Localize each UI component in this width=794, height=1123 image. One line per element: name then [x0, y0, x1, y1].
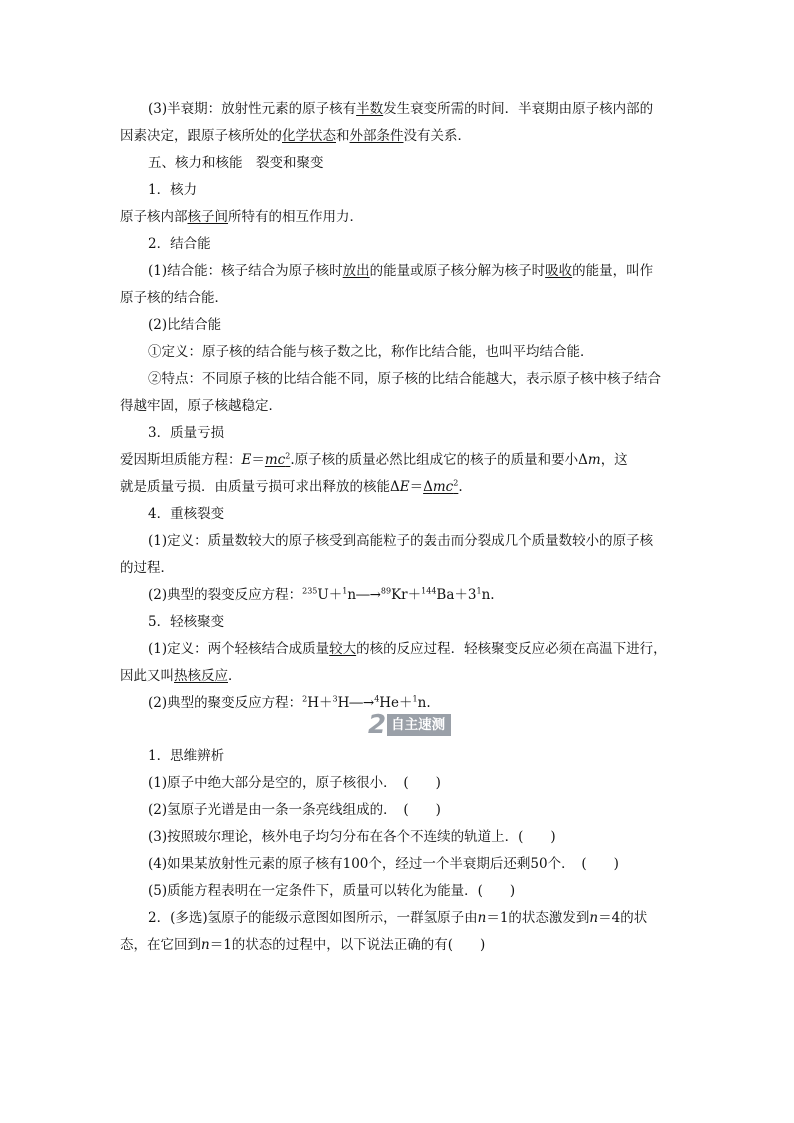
subsection-heading: 4．重核裂变 — [148, 506, 225, 522]
text-line: (1)结合能：核子结合为原子核时放出的能量或原子核分解为核子时吸收的能量，叫作 — [148, 263, 654, 279]
text-line: (1)定义：两个轻核结合成质量较大的核的反应过程．轻核聚变反应必须在高温下进行， — [148, 641, 667, 657]
text-line: 原子核内部核子间所特有的相互作用力． — [120, 209, 363, 225]
question-item: (2)氢原子光谱是由一条一条亮线组成的． ( ) — [148, 802, 441, 818]
question-text: 态，在它回到n＝1的状态的过程中，以下说法正确的有( ) — [120, 937, 486, 953]
question-item: (4)如果某放射性元素的原子核有100个，经过一个半衰期后还剩50个． ( ) — [148, 856, 619, 872]
text-line: (1)定义：质量数较大的原子核受到高能粒子的轰击而分裂成几个质量数较小的原子核 — [148, 533, 654, 549]
text-line: 得越牢固，原子核越稳定． — [120, 398, 282, 414]
question-item: (5)质能方程表明在一定条件下，质量可以转化为能量．( ) — [148, 883, 516, 899]
text-line: (3)半衰期：放射性元素的原子核有半数发生衰变所需的时间．半衰期由原子核内部的 — [148, 101, 654, 117]
fusion-equation: (2)典型的聚变反应方程：$^2$H＋$^3$H―→$^4$He＋$^1$n. — [148, 694, 431, 711]
question-item: (1)原子中绝大部分是空的，原子核很小． ( ) — [148, 775, 441, 791]
badge-label: 自主速测 — [387, 714, 451, 736]
question-text: 2．(多选)氢原子的能级示意图如图所示，一群氢原子由n＝1的状态激发到n＝4的状 — [148, 910, 648, 926]
text-line: (2)比结合能 — [148, 317, 222, 333]
question-item: (3)按照玻尔理论，核外电子均匀分布在各个不连续的轨道上．( ) — [148, 829, 556, 845]
subsection-heading: 1．核力 — [148, 182, 198, 198]
text-line: 爱因斯坦质能方程：$E=mc^2$.原子核的质量必然比组成它的核子的质量和要小Δm，这 — [120, 451, 628, 468]
subsection-heading: 2．结合能 — [148, 236, 211, 252]
subsection-heading: 5．轻核聚变 — [148, 614, 225, 630]
text-line: 原子核的结合能． — [120, 290, 228, 306]
text-line: 因素决定，跟原子核所处的化学状态和外部条件没有关系． — [120, 128, 471, 144]
text-line: 就是质量亏损．由质量亏损可求出释放的核能ΔE＝Δmc$^2$. — [120, 478, 463, 495]
text-line: 因此又叫热核反应． — [120, 668, 242, 684]
fission-equation: (2)典型的裂变反应方程：$^{235}U+^1n―\to^{89}Kr+^{144}Ba+3^1n$. — [148, 586, 495, 603]
section-badge — [368, 712, 451, 738]
subsection-heading: 3．质量亏损 — [148, 425, 225, 441]
text-line: ②特点：不同原子核的比结合能不同，原子核的比结合能越大，表示原子核中核子结合 — [148, 371, 661, 387]
badge-number: 2 — [368, 710, 387, 740]
text-line: ①定义：原子核的结合能与核子数之比，称作比结合能，也叫平均结合能． — [148, 344, 594, 360]
subsection-heading: 1．思维辨析 — [148, 748, 225, 764]
section-heading: 五、核力和核能 裂变和聚变 — [148, 155, 324, 171]
text-line: 的过程． — [120, 560, 174, 576]
